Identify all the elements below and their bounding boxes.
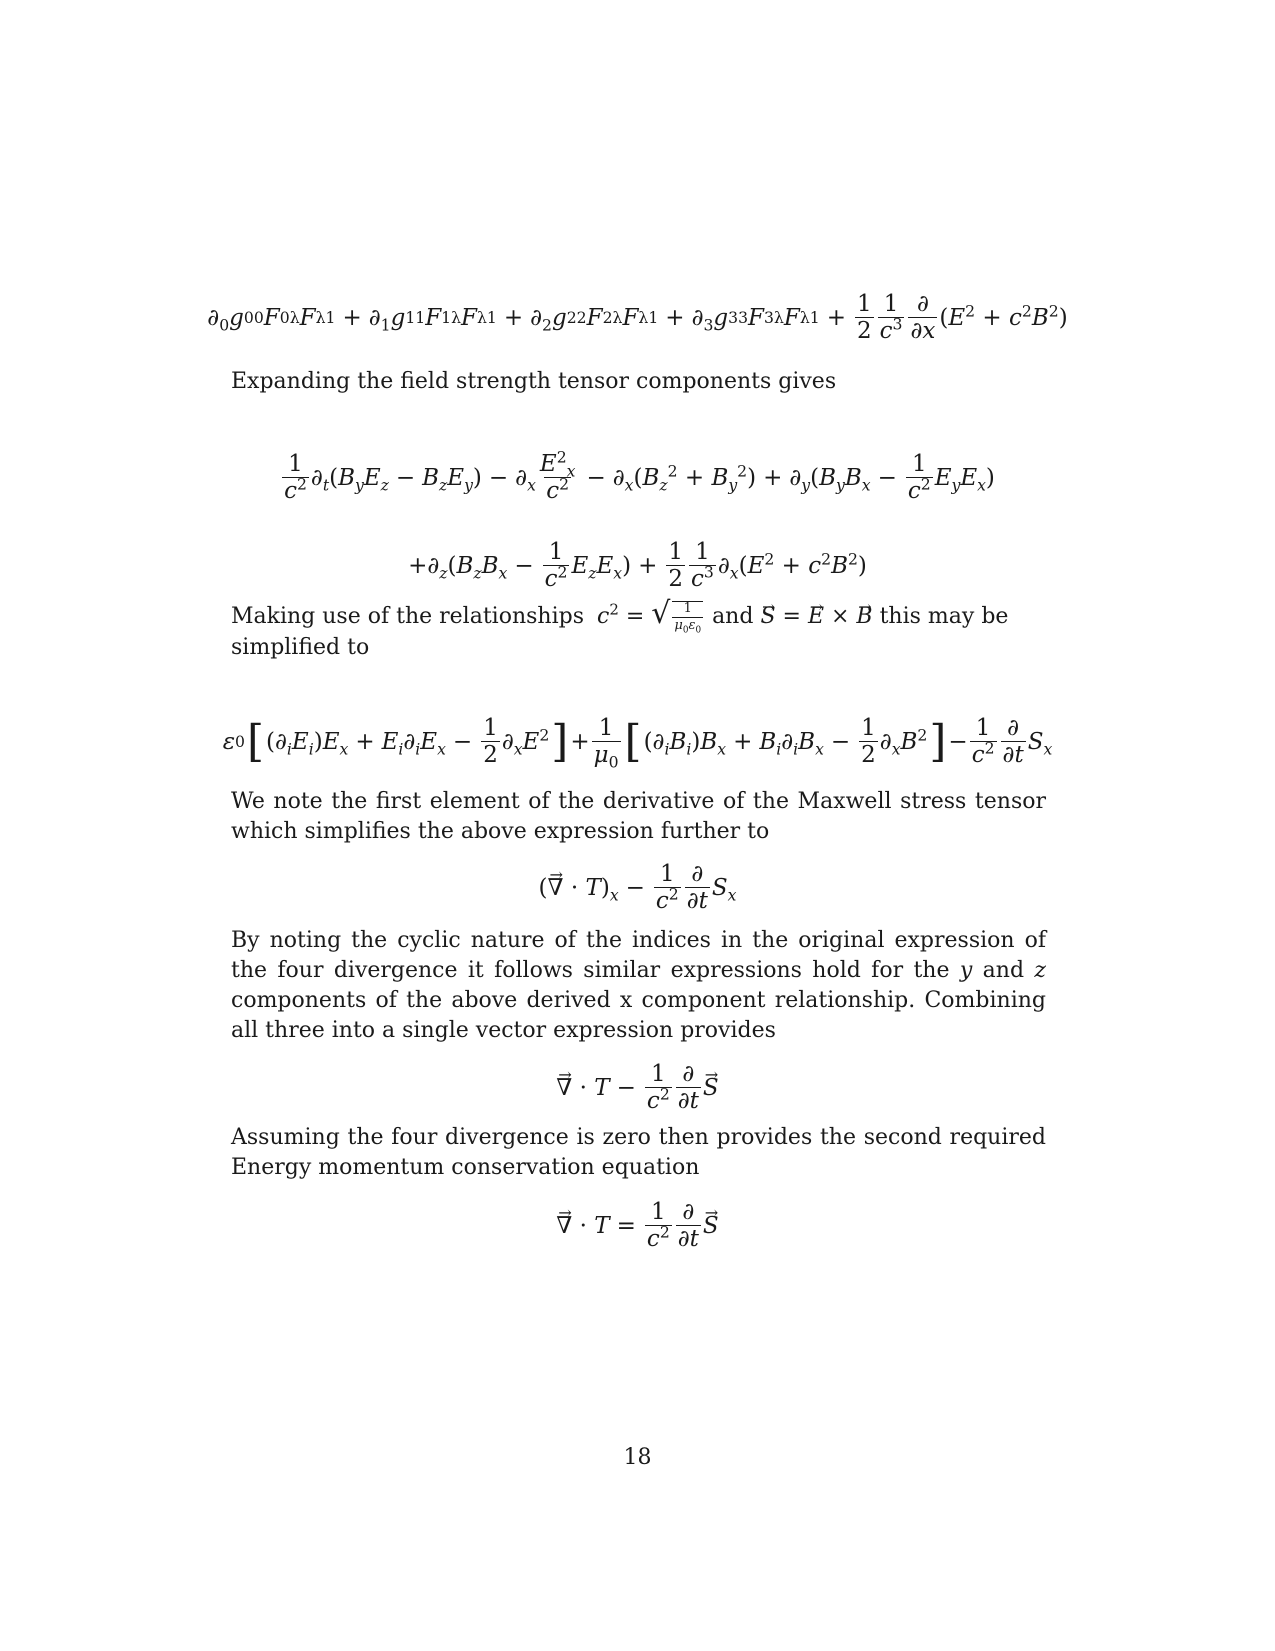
paragraph-expanding	[231, 367, 1046, 397]
paragraph-text: simplified to	[231, 634, 370, 660]
paragraph-text: and	[982, 958, 1025, 983]
equation-simplified: ε 0 [ $(\partial_iE_i)E_x$ + $E_i\partial_iE_x$ − $\frac{1}{2}$ $\partial_xE^2$ ] + $\frac{1}{\mu_0}$ [ $(\partial_iB_i)B_x$ + $B_i\partial_iB_x$ − $\frac{1}{2}$ $\partial_xB^2$ ] − $\frac{1}{c^2}$ $\frac{\partial}{\partial t}$ $S_x$	[222, 715, 1053, 772]
equation-conservation: → ∇ · T = $\frac{1}{c^2}$ $\frac{\partial}{\partial t}$ → S	[0, 1200, 1275, 1251]
paragraph-text: Expanding the field strength tensor components gives	[231, 369, 837, 394]
equation-vector-form: → ∇ · T − $\frac{1}{c^2}$ $\frac{\partial}{\partial t}$ → S	[0, 1062, 1275, 1113]
paragraph-text: Assuming the four divergence is zero then provides the second required Energy momentum conservation equation	[231, 1125, 1046, 1180]
page-number: 18	[623, 1445, 652, 1470]
paragraph-text: z	[1034, 958, 1047, 983]
paragraph-text: components of the above derived x component relationship. Combining all three into a single vector expression provides	[231, 988, 1046, 1043]
paragraph-maxwell-stress	[231, 787, 1046, 847]
paragraph-relationships: Making use of the relationships $c^2$ = √ $\frac{1}{\mu_0\varepsilon_0}$ and → S = → E × → B this may be simplified to	[231, 599, 1046, 663]
paragraph-text: By noting the cyclic nature of the indices in the original expression of the four divergence it follows similar expressions hold for the	[231, 928, 1046, 983]
paragraph-conservation	[231, 1123, 1046, 1183]
equation-expanded-line-1: $\frac{1}{c^2}$ $\partial_t(B_yE_z - B_zE_y)$ − $\partial_x$ $\frac{E^2_x}{c^2}$ − $\partial_x(B_z^2 + B_y^2)$ + $\partial_y(B_yB_x$ − $\frac{1}{c^2}$ $E_yE_x$)	[284, 447, 995, 505]
paragraph-cyclic	[231, 926, 1046, 1046]
paragraph-text: and	[712, 604, 754, 629]
paragraph-text: Making use of the relationships	[231, 604, 584, 629]
equation-expanded-line-2: $+\partial_z(B_zB_x$ − $\frac{1}{c^2}$ $E_zE_x$) + $\frac{1}{2}$ $\frac{1}{c^3}$ $\partial_x(E^2 + c^2B^2)$	[408, 539, 867, 593]
paragraph-text: this may be	[879, 604, 1009, 629]
paragraph-text: We note the first element of the derivative of the Maxwell stress tensor which simplifies the above expression further to	[231, 789, 1046, 844]
equation-x-component: (→ ∇ · $T)_x$ − $\frac{1}{c^2}$ $\frac{\partial}{\partial t}$ $S_x$	[0, 862, 1275, 913]
equation-four-divergence: $\partial_0$ g 00 F 0λ F λ1 + $\partial_1$ g 11 F 1λ F λ1 + $\partial_2$ g 22 F 2λ F λ1 + $\partial_3$ g 33 F 3λ F λ1 + $\frac{1}{2}$ $\frac{1}{c^3}$ $\frac{\partial}{\partial x}$ $(E^2 + c^2B^2)$	[207, 291, 1068, 345]
paragraph-text: y	[959, 958, 973, 983]
